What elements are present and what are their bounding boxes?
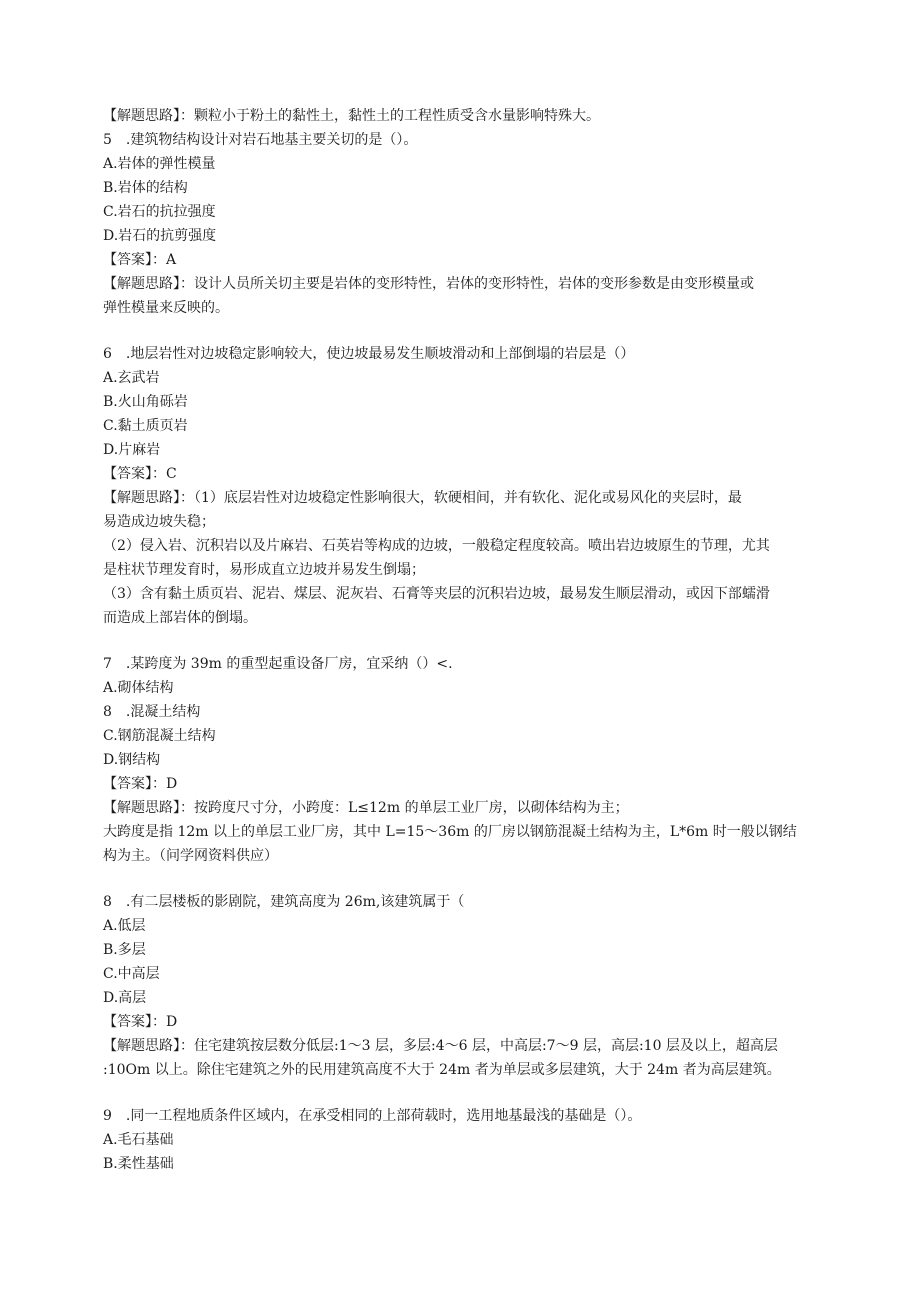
spacer [103,1082,833,1104]
question-block-4-tail [103,104,833,320]
answer-line: 【答案】：A [103,252,177,268]
explanation-line: 而造成上部岩体的倒塌。 [103,610,257,626]
explanation-line: 【解题思路】：按跨度尺寸分，小跨度：L≤12m 的单层工业厂房，以砌体结构为主； [103,800,629,816]
question-title: 9 .同一工程地质条件区域内，在承受相同的上部荷载时，选用地基最浅的基础是（）。 [103,1108,642,1124]
explanation-line: 【解题思路】：颗粒小于粉土的黏性土，黏性土的工程性质受含水量影响特殊大。 [103,108,600,124]
option-a: A.低层 [103,918,146,934]
explanation-line: 构为主。（问学网资料供应） [103,848,278,864]
question-block-8 [103,890,833,1082]
explanation-line: 大跨度是指 12m 以上的单层工业厂房，其中 L=15～36m 的厂房以钢筋混凝土结构为主，L*6m 时一般以钢结 [103,824,797,840]
option-c: C.黏土质页岩 [103,418,188,434]
explanation-line: （3）含有黏土质页岩、泥岩、煤层、泥灰岩、石膏等夹层的沉积岩边坡，最易发生顺层滑动，或因下部蠕滑 [103,586,770,602]
answer-line: 【答案】：D [103,776,178,792]
explanation-line: 【解题思路】：（1）底层岩性对边坡稳定性影响很大，软硬相间，并有软化、泥化或易风化的夹层时，最 [103,490,742,506]
spacer [103,320,833,342]
option-a: A.岩体的弹性模量 [103,156,216,172]
explanation-line: 弹性模量来反映的。 [103,300,229,316]
question-block-9 [103,1104,833,1176]
question-title: 8 .有二层楼板的影剧院，建筑高度为 26m,该建筑属于（ [103,894,465,910]
spacer [103,868,833,890]
option-b: B.火山角砾岩 [103,394,188,410]
option-b: B.柔性基础 [103,1156,174,1172]
question-block-6 [103,342,833,630]
explanation-line: 【解题思路】：住宅建筑按层数分低层:1～3 层，多层:4～6 层，中高层:7～9 层，高层:10 层及以上，超高层 [103,1038,778,1054]
answer-line: 【答案】：C [103,466,177,482]
explanation-line: （2）侵入岩、沉积岩以及片麻岩、石英岩等构成的边坡，一般稳定程度较高。喷出岩边坡原生的节理，尤其 [103,538,770,554]
document-page [103,104,833,1176]
option-c: C.岩石的抗拉强度 [103,204,216,220]
option-a: A.砌体结构 [103,680,174,696]
explanation-line: 是柱状节理发育时，易形成直立边坡并易发生倒塌； [103,562,425,578]
answer-line: 【答案】：D [103,1014,178,1030]
spacer [103,630,833,652]
question-title: 7 .某跨度为 39m 的重型起重设备厂房，宜采纳（）<. [103,656,453,672]
option-d: D.片麻岩 [103,442,161,458]
question-title: 5 .建筑物结构设计对岩石地基主要关切的是（）。 [103,132,418,148]
option-d: D.高层 [103,990,147,1006]
explanation-line: :10Om 以上。除住宅建筑之外的民用建筑高度不大于 24m 者为单层或多层建筑，大于 24m 者为高层建筑。 [103,1062,781,1078]
option-c: C.中高层 [103,966,160,982]
option-a: A.玄武岩 [103,370,160,386]
option-d: D.岩石的抗剪强度 [103,228,217,244]
option-d: D.钢结构 [103,752,161,768]
question-title: 6 .地层岩性对边坡稳定影响较大，使边坡最易发生顺坡滑动和上部倒塌的岩层是（） [103,346,635,362]
option-c: C.钢筋混凝土结构 [103,728,216,744]
question-block-7 [103,652,833,868]
option-b: 8 .混凝土结构 [103,704,201,720]
explanation-line: 易造成边坡失稳； [103,514,215,530]
option-b: B.多层 [103,942,146,958]
option-a: A.毛石基础 [103,1132,174,1148]
explanation-line: 【解题思路】：设计人员所关切主要是岩体的变形特性，岩体的变形特性，岩体的变形参数是由变形模量或 [103,276,754,292]
option-b: B.岩体的结构 [103,180,188,196]
